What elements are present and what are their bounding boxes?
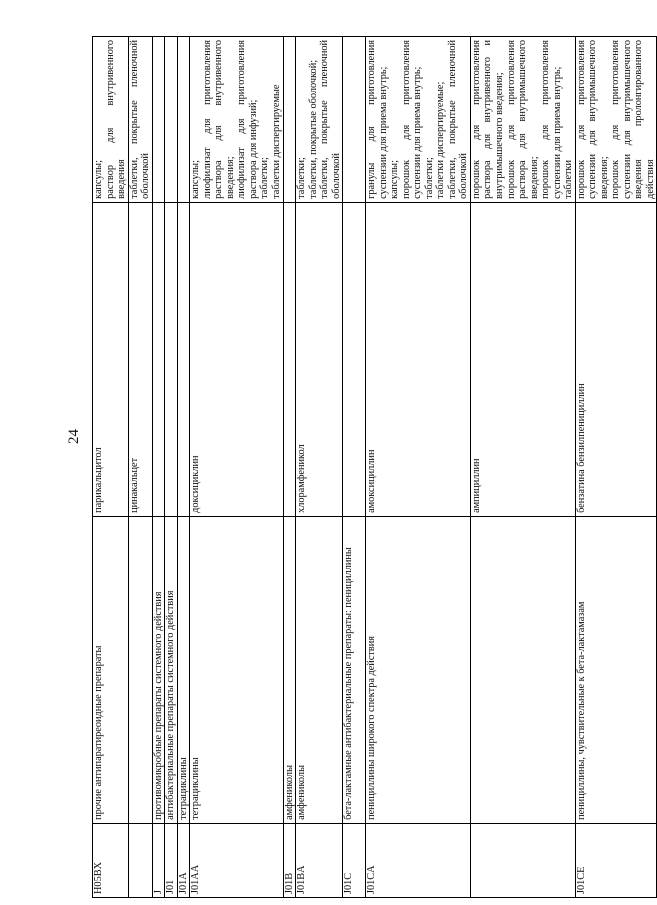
atc-code-cell: J01B	[283, 823, 296, 897]
atc-code-cell: J	[152, 823, 165, 897]
drug-name: ампициллин	[470, 458, 482, 513]
atc-code-cell: H05BX	[93, 823, 129, 897]
dosage-forms-cell	[190, 37, 283, 203]
atc-code-cell: J01	[165, 823, 178, 897]
dosage-form: порошок для приготовления суспензии для приема внутрь;	[400, 40, 424, 199]
dosage-form: таблетки	[563, 159, 575, 199]
dosage-forms-cell	[366, 37, 471, 203]
dosage-form: порошок для приготовления раствора для внутривенного и внутримышечного введения;	[470, 40, 505, 199]
drug-name-cell	[575, 202, 657, 516]
group-name-cell	[470, 516, 575, 823]
dosage-form: капсулы;	[93, 160, 104, 199]
drug-name-cell	[343, 202, 366, 516]
dosage-forms-cell	[283, 37, 296, 203]
drug-name-cell	[152, 202, 165, 516]
group-name-cell: амфениколы	[283, 516, 296, 823]
group-name-cell: пенициллины, чувствительные к бета-лактамазам	[575, 516, 657, 823]
dosage-forms-cell	[470, 37, 575, 203]
drug-name-cell	[177, 202, 190, 516]
table-row	[177, 37, 190, 898]
drug-name-cell	[93, 202, 129, 516]
dosage-form: таблетки;	[296, 157, 308, 199]
drug-name-cell	[190, 202, 283, 516]
drug-name-cell	[470, 202, 575, 516]
dosage-forms-cell	[165, 37, 178, 203]
table-row	[366, 37, 471, 898]
dosage-form: таблетки, покрытые пленочной оболочкой	[319, 40, 342, 199]
drug-name: хлорамфеникол	[296, 444, 308, 513]
group-name-cell: бета-лактамные антибактериальные препараты: пенициллины	[343, 516, 366, 823]
table-row	[190, 37, 283, 898]
dosage-form: таблетки, покрытые пленочной оболочкой	[446, 40, 470, 199]
atc-code-cell	[470, 823, 575, 897]
drug-name: цинакальцет	[128, 457, 140, 513]
table-row	[296, 37, 343, 898]
atc-code-cell	[128, 823, 152, 897]
group-name-cell: амфениколы	[296, 516, 343, 823]
atc-code-cell: J01C	[343, 823, 366, 897]
dosage-form: таблетки, покрытые оболочкой;	[307, 59, 319, 199]
group-name-cell: антибактериальные препараты системного действия	[165, 516, 178, 823]
drug-name: доксициклин	[190, 455, 202, 513]
table-row	[283, 37, 296, 898]
dosage-form: порошок для приготовления раствора для внутримышечного введения;	[505, 40, 540, 199]
table-row	[165, 37, 178, 898]
drug-name-cell	[165, 202, 178, 516]
dosage-forms-cell	[128, 37, 152, 203]
drug-name-cell	[366, 202, 471, 516]
drug-name-cell	[296, 202, 343, 516]
table-row	[575, 37, 657, 898]
atc-code-cell: J01AA	[190, 823, 283, 897]
dosage-form: порошок для приготовления суспензии для внутримышечного введения;	[575, 40, 610, 199]
atc-code-cell: J01A	[177, 823, 190, 897]
dosage-forms-cell	[152, 37, 165, 203]
dosage-form: порошок для приготовления суспензии для приема внутрь;	[540, 40, 563, 199]
dosage-form: таблетки;	[259, 157, 271, 199]
group-name-cell: прочие антипаратиреоидные препараты	[93, 516, 129, 823]
group-name-cell: тетрациклины	[190, 516, 283, 823]
dosage-forms-cell	[93, 37, 129, 203]
dosage-form: лиофилизат для приготовления раствора для инфузий;	[236, 40, 259, 199]
drug-table-body	[93, 37, 657, 898]
group-name-cell	[128, 516, 152, 823]
dosage-form: таблетки;	[423, 157, 435, 199]
drug-name-cell	[283, 202, 296, 516]
drug-name: парикальцитол	[93, 447, 104, 513]
dosage-form: капсулы;	[389, 160, 401, 199]
table-row	[470, 37, 575, 898]
dosage-form: гранулы для приготовления суспензии для приема внутрь;	[366, 40, 389, 199]
dosage-forms-cell	[177, 37, 190, 203]
table-row	[152, 37, 165, 898]
drug-name: амоксициллин	[366, 449, 378, 513]
dosage-form: порошок для приготовления суспензии для внутримышечного введения пролонгированного действия	[610, 40, 656, 199]
dosage-form: капсулы;	[190, 160, 202, 199]
dosage-forms-cell	[343, 37, 366, 203]
table-row	[343, 37, 366, 898]
group-name-cell: пенициллины широкого спектра действия	[366, 516, 471, 823]
group-name-cell: тетрациклины	[177, 516, 190, 823]
dosage-form: раствор для внутривенного введения	[104, 40, 128, 199]
dosage-form: лиофилизат для приготовления раствора для внутривенного введения;	[201, 40, 236, 199]
atc-code-cell: J01CE	[575, 823, 657, 897]
dosage-form: таблетки диспергируемые;	[435, 81, 447, 199]
group-name-cell: противомикробные препараты системного действия	[152, 516, 165, 823]
rotated-table-wrapper	[92, 36, 656, 898]
dosage-form: таблетки диспергируемые	[270, 84, 282, 199]
atc-code-cell: J01CA	[366, 823, 471, 897]
table-row	[93, 37, 129, 898]
drug-name: бензатина бензилпенициллин	[575, 383, 587, 513]
page-number: 24	[66, 429, 82, 444]
dosage-form: таблетки, покрытые пленочной оболочкой	[128, 40, 152, 199]
table-row	[128, 37, 152, 898]
drug-name-cell	[128, 202, 152, 516]
atc-code-cell: J01BA	[296, 823, 343, 897]
dosage-forms-cell	[296, 37, 343, 203]
dosage-forms-cell	[575, 37, 657, 203]
drug-table	[92, 36, 657, 898]
